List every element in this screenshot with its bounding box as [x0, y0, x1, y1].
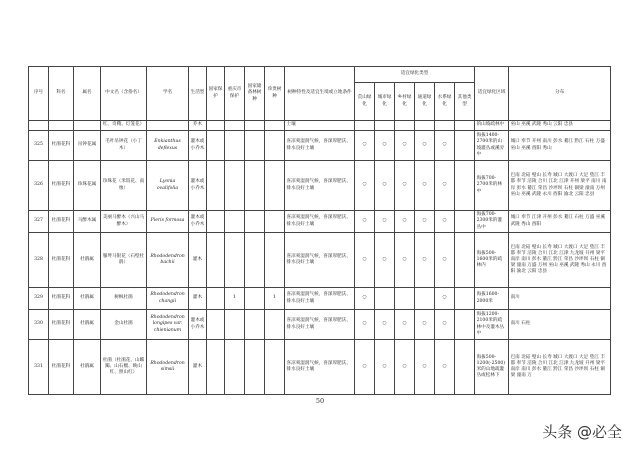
header-green-type: 水系绿化: [435, 83, 455, 121]
cell-rare: [265, 211, 285, 233]
cell-green-mark: [455, 233, 475, 288]
cell-rare: [265, 161, 285, 211]
cell-nat-reserve: [245, 288, 265, 310]
cell-life-form: 乔木: [189, 121, 207, 131]
header-green-type: 通道绿化: [415, 83, 435, 121]
cell-traits: 喜凉爽湿润气候，喜深厚肥沃、排水良好土壤: [285, 288, 355, 310]
cell-cq-protect: [225, 310, 245, 340]
cell-no: 331: [29, 340, 49, 395]
cell-traits: 喜凉爽湿润气候，喜深厚肥沃、排水良好土壤: [285, 161, 355, 211]
cell-dist: 巴南 北碚 璧山 长寿 城口 大渡口 大足 垫江 丰都 奉节 涪陵 合川 江北 江津 九龙坡 开州 梁平 南岸 南川 彭水 綦江 黔江 荣昌 沙坪坝 石柱 铜梁 潼南 万: [509, 340, 611, 395]
cell-green-mark: ○: [435, 288, 455, 310]
cell-green-mark: ○: [395, 340, 415, 395]
cell-no: 329: [29, 288, 49, 310]
cell-family: 杜鹃花科: [49, 233, 74, 288]
cell-nat-protect: [207, 310, 225, 340]
cell-green-mark: ○: [355, 233, 375, 288]
cell-family: 杜鹃花科: [49, 310, 74, 340]
cell-green-mark: [455, 310, 475, 340]
cell-green-mark: ○: [435, 233, 455, 288]
cell-life-form: 灌木或小乔木: [189, 161, 207, 211]
cell-dist: 城口 奉节 开州 南川 彭水 綦江 黔江 石柱 万盛 巫山 巫溪 酉阳 秀山: [509, 131, 611, 161]
cell-life-form: 灌木或小乔木: [189, 211, 207, 233]
cell-dist: 南川 石柱: [509, 310, 611, 340]
header-region: 适宜绿化区域: [475, 67, 509, 121]
cell-green-mark: ○: [435, 131, 455, 161]
cell-cq-protect: [225, 233, 245, 288]
cell-nat-protect: [207, 131, 225, 161]
cell-life-form: 灌木: [189, 340, 207, 395]
cell-green-mark: ○: [415, 131, 435, 161]
cell-green-mark: ○: [435, 310, 455, 340]
cell-region: 海拔1200-2100米的疏林中及灌木丛中: [475, 310, 509, 340]
cell-green-mark: ○: [435, 340, 455, 395]
cell-life-form: 灌木或小乔木: [189, 310, 207, 340]
cell-green-mark: ○: [395, 310, 415, 340]
cell-rare: [265, 131, 285, 161]
cell-cq-protect: [225, 340, 245, 395]
cell-nat-protect: [207, 340, 225, 395]
cell-genus: 珍珠花属: [74, 161, 101, 211]
table-row: [29, 340, 611, 395]
header-green-type: 其他类型: [455, 83, 475, 121]
cell-life-form: 灌木: [189, 233, 207, 288]
cell-nat-reserve: [245, 211, 265, 233]
cell-green-mark: ○: [395, 211, 415, 233]
header-cn-name: 中文名（含俗名）: [101, 67, 147, 121]
cell-region: 海拔500-1200(-2500)米的山地疏灌丛或松林下: [475, 340, 509, 395]
cell-region: 海拔700-2700米的林中: [475, 161, 509, 211]
cell-green-mark: ○: [355, 131, 375, 161]
cell-green-mark: ○: [395, 161, 415, 211]
cell-dist: 城口 奉节 江津 开州 彭水 綦江 石柱 万盛 巫溪 武隆 秀山 酉阳: [509, 211, 611, 233]
cell-no: 325: [29, 131, 49, 161]
cell-traits: 喜凉爽湿润气候，喜深厚肥沃、排水良好土壤: [285, 131, 355, 161]
cell-sci-name: Rhododendron bachii: [147, 233, 189, 288]
cell-sci-name: Rhododendron longipes var. chienianum: [147, 310, 189, 340]
cell-green-mark: ○: [355, 288, 375, 310]
header-nat-protect: 国家保护: [207, 67, 225, 121]
table-row: [29, 288, 611, 310]
cell-cn-name: 腺萼马银花（石壁杜鹃）: [101, 233, 147, 288]
table-row: [29, 131, 611, 161]
cell-nat-protect: [207, 288, 225, 310]
cell-green-mark: ○: [415, 161, 435, 211]
cell-traits: 喜凉爽湿润气候，喜深厚肥沃、排水良好土壤: [285, 233, 355, 288]
header-green-type: 荒山绿化: [355, 83, 375, 121]
cell-green-mark: [455, 161, 475, 211]
cell-traits: 喜凉爽湿润气候，喜深厚肥沃、排水良好土壤: [285, 310, 355, 340]
cell-family: 杜鹃花科: [49, 288, 74, 310]
cell-green-mark: [455, 340, 475, 395]
cell-green-mark: ○: [415, 233, 435, 288]
cell-sci-name: Pieris formosa: [147, 211, 189, 233]
header-rare: 珍贵树种: [265, 67, 285, 121]
cell-dist: 巴南 北碚 璧山 长寿 城口 大渡口 大足 垫江 丰都 奉节 涪陵 合川 江北 江津 开州 梁平 南川 南岸 彭水 綦江 荣昌 沙坪坝 石柱 铜梁 潼南 万州 巫山 巫溪 武隆 永川 酉阳 渝北 云阳 忠县: [509, 161, 611, 211]
cell-no: 328: [29, 233, 49, 288]
cell-green-mark: ○: [435, 211, 455, 233]
cell-green-mark: ○: [395, 233, 415, 288]
cell-nat-protect: [207, 233, 225, 288]
cell-green-mark: ○: [375, 211, 395, 233]
cell-sci-name: Lyonia ovalifolia: [147, 161, 189, 211]
cell-green-mark: [395, 288, 415, 310]
cell-green-mark: [455, 131, 475, 161]
cell-sci-name: Rhododendron simsii: [147, 340, 189, 395]
cell-family: 杜鹃花科: [49, 211, 74, 233]
cell-rare: [265, 233, 285, 288]
cell-nat-reserve: [245, 233, 265, 288]
cell-cn-name: 毛叶吊钟花（小丁木）: [101, 131, 147, 161]
header-green-type: 乡村绿化: [395, 83, 415, 121]
cell-region: 的山坡疏林中: [475, 121, 509, 131]
cell-family: 杜鹃花科: [49, 340, 74, 395]
cell-rare: 1: [265, 288, 285, 310]
header-nat-reserve: 国家储备林树种: [245, 67, 265, 121]
cell-region: 海拔500-1600米的疏林内: [475, 233, 509, 288]
cell-traits: 喜凉爽湿润气候，喜深厚肥沃、排水良好土壤: [285, 211, 355, 233]
cell-traits: 喜凉爽湿润气候，喜深厚肥沃、排水良好土壤: [285, 340, 355, 395]
cell-genus: 吊钟花属: [74, 131, 101, 161]
cell-cq-protect: [225, 211, 245, 233]
cell-nat-reserve: [245, 310, 265, 340]
header-green-type: 城市绿化: [375, 83, 395, 121]
table-row: [29, 211, 611, 233]
cell-family: 杜鹃花科: [49, 161, 74, 211]
table-body: [29, 121, 611, 395]
cell-green-mark: ○: [355, 340, 375, 395]
cell-dist: 巫山 巫溪 武隆 秀山 云阳 忠县: [509, 121, 611, 131]
cell-cq-protect: 1: [225, 288, 245, 310]
header-life-form: 生活型: [189, 67, 207, 121]
cell-green-mark: [455, 211, 475, 233]
header-dist: 分布: [509, 67, 611, 121]
cell-sci-name: Enkianthus deflexus: [147, 131, 189, 161]
cell-family: 杜鹃花科: [49, 131, 74, 161]
cell-genus: 杜鹃属: [74, 310, 101, 340]
cell-region: 海拔1400-2700米的山坡灌丛或溪旁中: [475, 131, 509, 161]
cell-cn-name: 金山杜鹃: [101, 310, 147, 340]
watermark-text: 头条 @必全: [542, 423, 622, 441]
header-no: 序号: [29, 67, 49, 121]
table-row: [29, 161, 611, 211]
cell-green-mark: ○: [435, 161, 455, 211]
cell-green-mark: ○: [355, 310, 375, 340]
cell-dist: 南川: [509, 288, 611, 310]
cell-cn-name: 杜鹃（杜鹃花、山踯躅、山石榴、映山红、照山红）: [101, 340, 147, 395]
cell-green-mark: ○: [415, 310, 435, 340]
cell-genus: 杜鹃属: [74, 340, 101, 395]
header-family: 科名: [49, 67, 74, 121]
cell-green-mark: ○: [415, 211, 435, 233]
header-green-group: 适宜绿化类型: [355, 67, 475, 83]
cell-region: 海拔700-2300米的灌丛中: [475, 211, 509, 233]
cell-cn-name: 美丽马醉木（兴山马醉木）: [101, 211, 147, 233]
cell-green-mark: ○: [395, 131, 415, 161]
cell-green-mark: ○: [375, 131, 395, 161]
cell-nat-reserve: [245, 161, 265, 211]
cell-nat-reserve: [245, 131, 265, 161]
cell-sci-name: Rhododendron changii: [147, 288, 189, 310]
cell-traits: 土壤: [285, 121, 355, 131]
cell-green-mark: [375, 288, 395, 310]
table-row: [29, 233, 611, 288]
cell-cq-protect: [225, 161, 245, 211]
header-sci-name: 学名: [147, 67, 189, 121]
watermark: [542, 421, 622, 442]
cell-cn-name: 珍珠花（米饭花、南烛）: [101, 161, 147, 211]
header-traits: 树种特性及适宜生境或立地条件: [285, 67, 355, 121]
cell-no: 327: [29, 211, 49, 233]
cell-rare: [265, 340, 285, 395]
cell-green-mark: ○: [375, 233, 395, 288]
cell-nat-reserve: [245, 340, 265, 395]
cell-nat-protect: [207, 161, 225, 211]
cell-green-mark: ○: [415, 340, 435, 395]
cell-cn-name: 树枫杜鹃: [101, 288, 147, 310]
cell-no: 330: [29, 310, 49, 340]
cell-green-mark: ○: [375, 310, 395, 340]
cell-life-form: 灌木或小乔木: [189, 131, 207, 161]
cell-genus: 马醉木属: [74, 211, 101, 233]
continuation-row: [29, 121, 611, 131]
cell-green-mark: ○: [375, 161, 395, 211]
header-genus: 属名: [74, 67, 101, 121]
plant-table: [28, 66, 611, 395]
cell-dist: 巴南 北碚 璧山 长寿 城口 大渡口 大足 垫江 丰都 奉节 涪陵 合川 江北 江津 九龙坡 开州 梁平 南岸 南川 彭水 綦江 黔江 荣昌 沙坪坝 石柱 铜梁 潼南 万盛 万州 巫山 巫溪 武隆 秀山 永川 酉阳 渝北 云阳 忠县: [509, 233, 611, 288]
cell-nat-protect: [207, 211, 225, 233]
cell-region: 海拔1600-2000米: [475, 288, 509, 310]
page-number: 50: [315, 397, 325, 405]
cell-green-mark: ○: [355, 161, 375, 211]
header-cq-protect: 重庆市保护: [225, 67, 245, 121]
cell-rare: [265, 310, 285, 340]
cell-green-mark: [455, 288, 475, 310]
table-header: [29, 67, 611, 121]
cell-genus: 杜鹃属: [74, 233, 101, 288]
cell-green-mark: [415, 288, 435, 310]
cell-life-form: 灌木: [189, 288, 207, 310]
table-row: [29, 310, 611, 340]
cell-green-mark: ○: [355, 211, 375, 233]
cell-genus: 杜鹃属: [74, 288, 101, 310]
cell-cq-protect: [225, 131, 245, 161]
cell-green-mark: ○: [375, 340, 395, 395]
cell-no: 326: [29, 161, 49, 211]
cell-cn-name: 红、奇鞘、灯笼花）: [101, 121, 147, 131]
